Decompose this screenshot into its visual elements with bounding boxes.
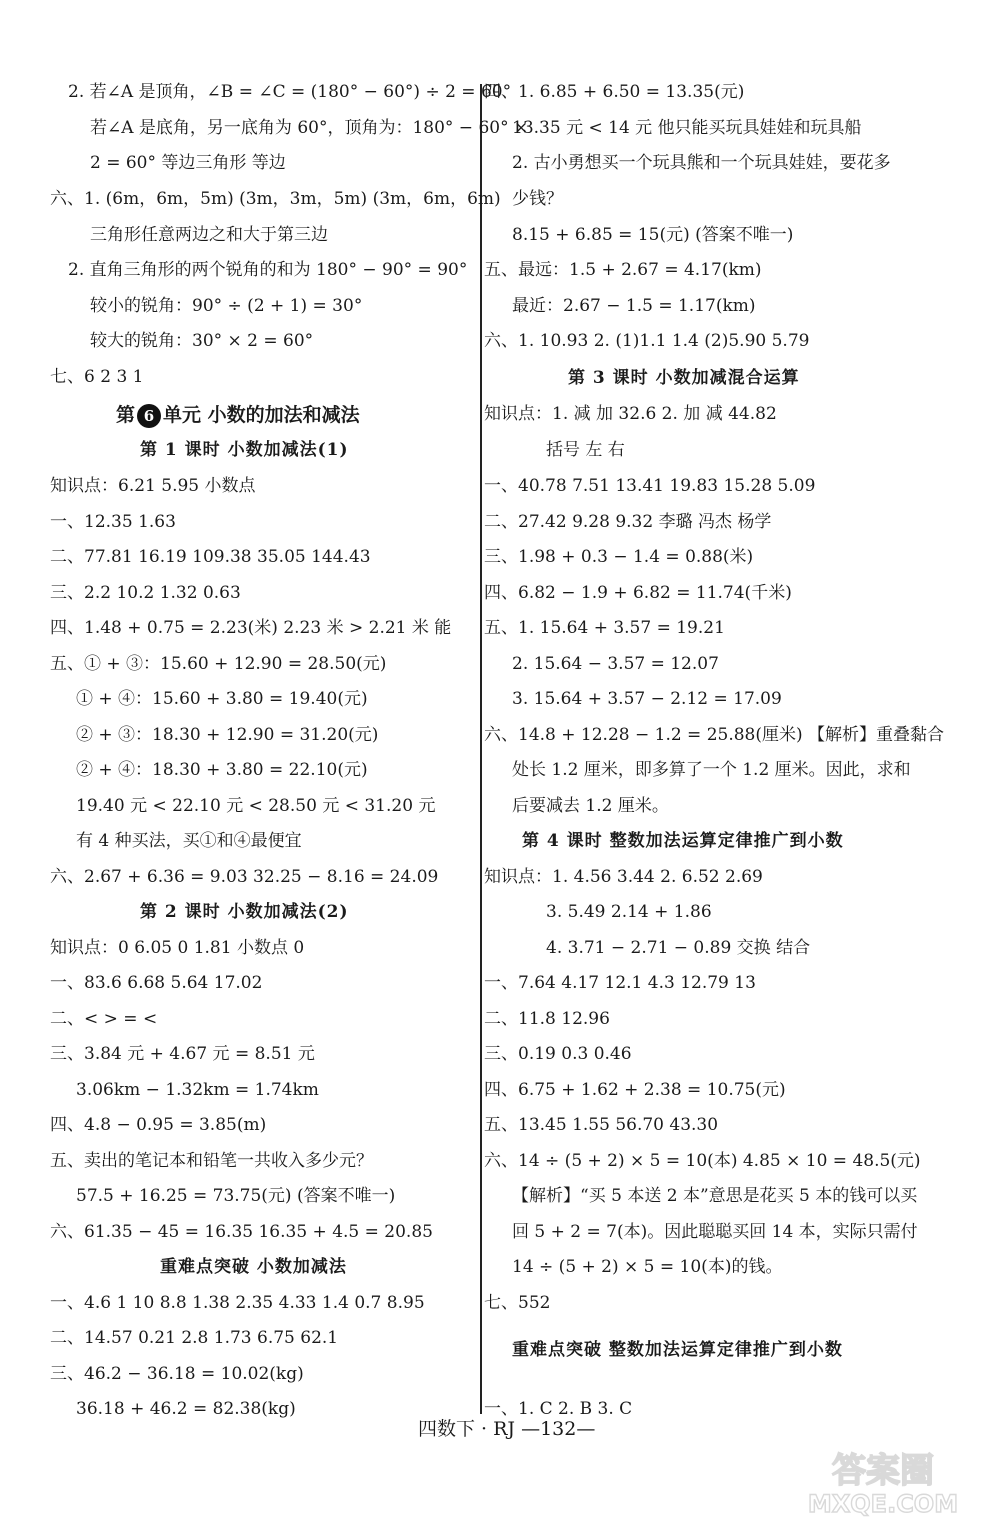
answer-line: 一、12.35 1.63 (50, 512, 176, 532)
answer-line: ② + ④：18.30 + 3.80 = 22.10(元) (76, 760, 368, 780)
answer-line: 六、61.35 − 45 = 16.35 16.35 + 4.5 = 20.85 (50, 1222, 433, 1242)
unit-number: 6 (137, 404, 161, 428)
answer-line: 3. 15.64 + 3.57 − 2.12 = 17.09 (512, 689, 782, 709)
answer-line: 三、3.84 元 + 4.67 元 = 8.51 元 (50, 1044, 315, 1064)
answer-line: 四、4.8 − 0.95 = 3.85(m) (50, 1115, 267, 1135)
section-heading: 重难点突破 小数加减法 (160, 1257, 347, 1277)
answer-line: 三、1.98 + 0.3 − 1.4 = 0.88(米) (484, 547, 754, 567)
answer-line: 【解析】“买 5 本送 2 本”意思是花买 5 本的钱可以买 (512, 1186, 918, 1206)
answer-line: 较大的锐角：30° × 2 = 60° (90, 331, 314, 351)
answer-line: 2. 直角三角形的两个锐角的和为 180° − 90° = 90° (68, 260, 468, 280)
answer-line: 五、最远：1.5 + 2.67 = 4.17(km) (484, 260, 762, 280)
answer-line: 四、6.75 + 1.62 + 2.38 = 10.75(元) (484, 1080, 786, 1100)
answer-line: 五、1. 15.64 + 3.57 = 19.21 (484, 618, 725, 638)
answer-line: 七、552 (484, 1293, 551, 1313)
answer-line: 一、83.6 6.68 5.64 17.02 (50, 973, 263, 993)
answer-line: 36.18 + 46.2 = 82.38(kg) (76, 1399, 296, 1419)
answer-line: 2. 古小勇想买一个玩具熊和一个玩具娃娃，要花多 (512, 153, 891, 173)
answer-line: 二、11.8 12.96 (484, 1009, 610, 1029)
svg-text:MXQE.COM: MXQE.COM (807, 1490, 959, 1518)
answer-line: 知识点：0 6.05 0 1.81 小数点 0 (50, 938, 305, 958)
answer-line: 六、2.67 + 6.36 = 9.03 32.25 − 8.16 = 24.09 (50, 867, 439, 887)
answer-line: 较小的锐角：90° ÷ (2 + 1) = 30° (90, 296, 363, 316)
section-heading: 重难点突破 整数加法运算定律推广到小数 (512, 1340, 843, 1360)
answer-line: 处长 1.2 厘米，即多算了一个 1.2 厘米。因此，求和 (512, 760, 911, 780)
answer-line: 知识点：6.21 5.95 小数点 (50, 476, 256, 496)
answer-line: 2. 若∠A 是顶角，∠B = ∠C = (180° − 60°) ÷ 2 = 60° (68, 82, 512, 102)
answer-line: 括号 左 右 (546, 440, 625, 460)
answer-line: 五、13.45 1.55 56.70 43.30 (484, 1115, 719, 1135)
answer-line: 六、14.8 + 12.28 − 1.2 = 25.88(厘米) 【解析】重叠黏合 (484, 725, 945, 745)
answer-line: 二、14.57 0.21 2.8 1.73 6.75 62.1 (50, 1328, 339, 1348)
answer-line: 回 5 + 2 = 7(本)。因此聪聪买回 14 本，实际只需付 (512, 1222, 918, 1242)
section-heading: 第 2 课时 小数加减法(2) (140, 902, 349, 922)
unit-title: 单元 小数的加法和减法 (163, 404, 360, 426)
answer-line: 3. 5.49 2.14 + 1.86 (546, 902, 712, 922)
answer-line: 四、1.48 + 0.75 = 2.23(米) 2.23 米 > 2.21 米 能 (50, 618, 452, 638)
answer-line: 3.06km − 1.32km = 1.74km (76, 1080, 319, 1100)
answer-line: 六、1. (6m，6m，5m) (3m，3m，5m) (3m，6m，6m) (50, 189, 501, 209)
unit-prefix: 第 (116, 404, 136, 426)
answer-line: 若∠A 是底角，另一底角为 60°，顶角为：180° − 60° × (90, 118, 529, 138)
answer-line: ① + ④：15.60 + 3.80 = 19.40(元) (76, 689, 368, 709)
answer-line: 后要减去 1.2 厘米。 (512, 796, 669, 816)
answer-line: 五、① + ③：15.60 + 12.90 = 28.50(元) (50, 654, 387, 674)
answer-line: 2 = 60° 等边三角形 等边 (90, 153, 286, 173)
page-footer: 四数下 · RJ —132— (418, 1418, 596, 1440)
answer-line: 六、14 ÷ (5 + 2) × 5 = 10(本) 4.85 × 10 = 48.5(元) (484, 1151, 921, 1171)
column-divider (480, 84, 482, 1414)
answer-line: 4. 3.71 − 2.71 − 0.89 交换 结合 (546, 938, 811, 958)
answer-line: 一、40.78 7.51 13.41 19.83 15.28 5.09 (484, 476, 816, 496)
answer-line: 14 ÷ (5 + 2) × 5 = 10(本)的钱。 (512, 1257, 783, 1277)
answer-line: ② + ③：18.30 + 12.90 = 31.20(元) (76, 725, 379, 745)
answer-line: 知识点：1. 减 加 32.6 2. 加 减 44.82 (484, 404, 777, 424)
answer-line: 一、7.64 4.17 12.1 4.3 12.79 13 (484, 973, 756, 993)
answer-line: 13.35 元 < 14 元 他只能买玩具娃娃和玩具船 (512, 118, 862, 138)
answer-line: 一、4.6 1 10 8.8 1.38 2.35 4.33 1.4 0.7 8.95 (50, 1293, 425, 1313)
answer-line: 五、卖出的笔记本和铅笔一共收入多少元？ (50, 1151, 373, 1171)
answer-line: 有 4 种买法，买①和④最便宜 (76, 831, 302, 851)
answer-line: 二、27.42 9.28 9.32 李璐 冯杰 杨学 (484, 512, 772, 532)
answer-line: 二、< > = < (50, 1009, 158, 1029)
answer-line: 三角形任意两边之和大于第三边 (90, 225, 328, 245)
answer-line: 三、46.2 − 36.18 = 10.02(kg) (50, 1364, 304, 1384)
answer-line: 8.15 + 6.85 = 15(元) (答案不唯一) (512, 225, 794, 245)
answer-line: 最近：2.67 − 1.5 = 1.17(km) (512, 296, 756, 316)
section-heading: 第 4 课时 整数加法运算定律推广到小数 (522, 831, 844, 851)
answer-line: 二、77.81 16.19 109.38 35.05 144.43 (50, 547, 371, 567)
svg-text:答案圈: 答案圈 (832, 1451, 934, 1491)
section-heading: 第 1 课时 小数加减法(1) (140, 440, 349, 460)
watermark-logo (778, 1448, 988, 1518)
answer-line: 三、2.2 10.2 1.32 0.63 (50, 583, 241, 603)
unit-heading (116, 404, 360, 428)
answer-line: 一、1. C 2. B 3. C (484, 1399, 633, 1419)
answer-line: 知识点：1. 4.56 3.44 2. 6.52 2.69 (484, 867, 763, 887)
section-heading: 第 3 课时 小数加减混合运算 (568, 368, 800, 388)
answer-line: 19.40 元 < 22.10 元 < 28.50 元 < 31.20 元 (76, 796, 436, 816)
answer-line: 六、1. 10.93 2. (1)1.1 1.4 (2)5.90 5.79 (484, 331, 810, 351)
answer-line: 七、6 2 3 1 (50, 367, 144, 387)
answer-line: 2. 15.64 − 3.57 = 12.07 (512, 654, 719, 674)
answer-line: 三、0.19 0.3 0.46 (484, 1044, 632, 1064)
answer-line: 57.5 + 16.25 = 73.75(元) (答案不唯一) (76, 1186, 396, 1206)
answer-line: 少钱？ (512, 189, 563, 209)
answer-line: 四、1. 6.85 + 6.50 = 13.35(元) (484, 82, 745, 102)
answer-line: 四、6.82 − 1.9 + 6.82 = 11.74(千米) (484, 583, 792, 603)
